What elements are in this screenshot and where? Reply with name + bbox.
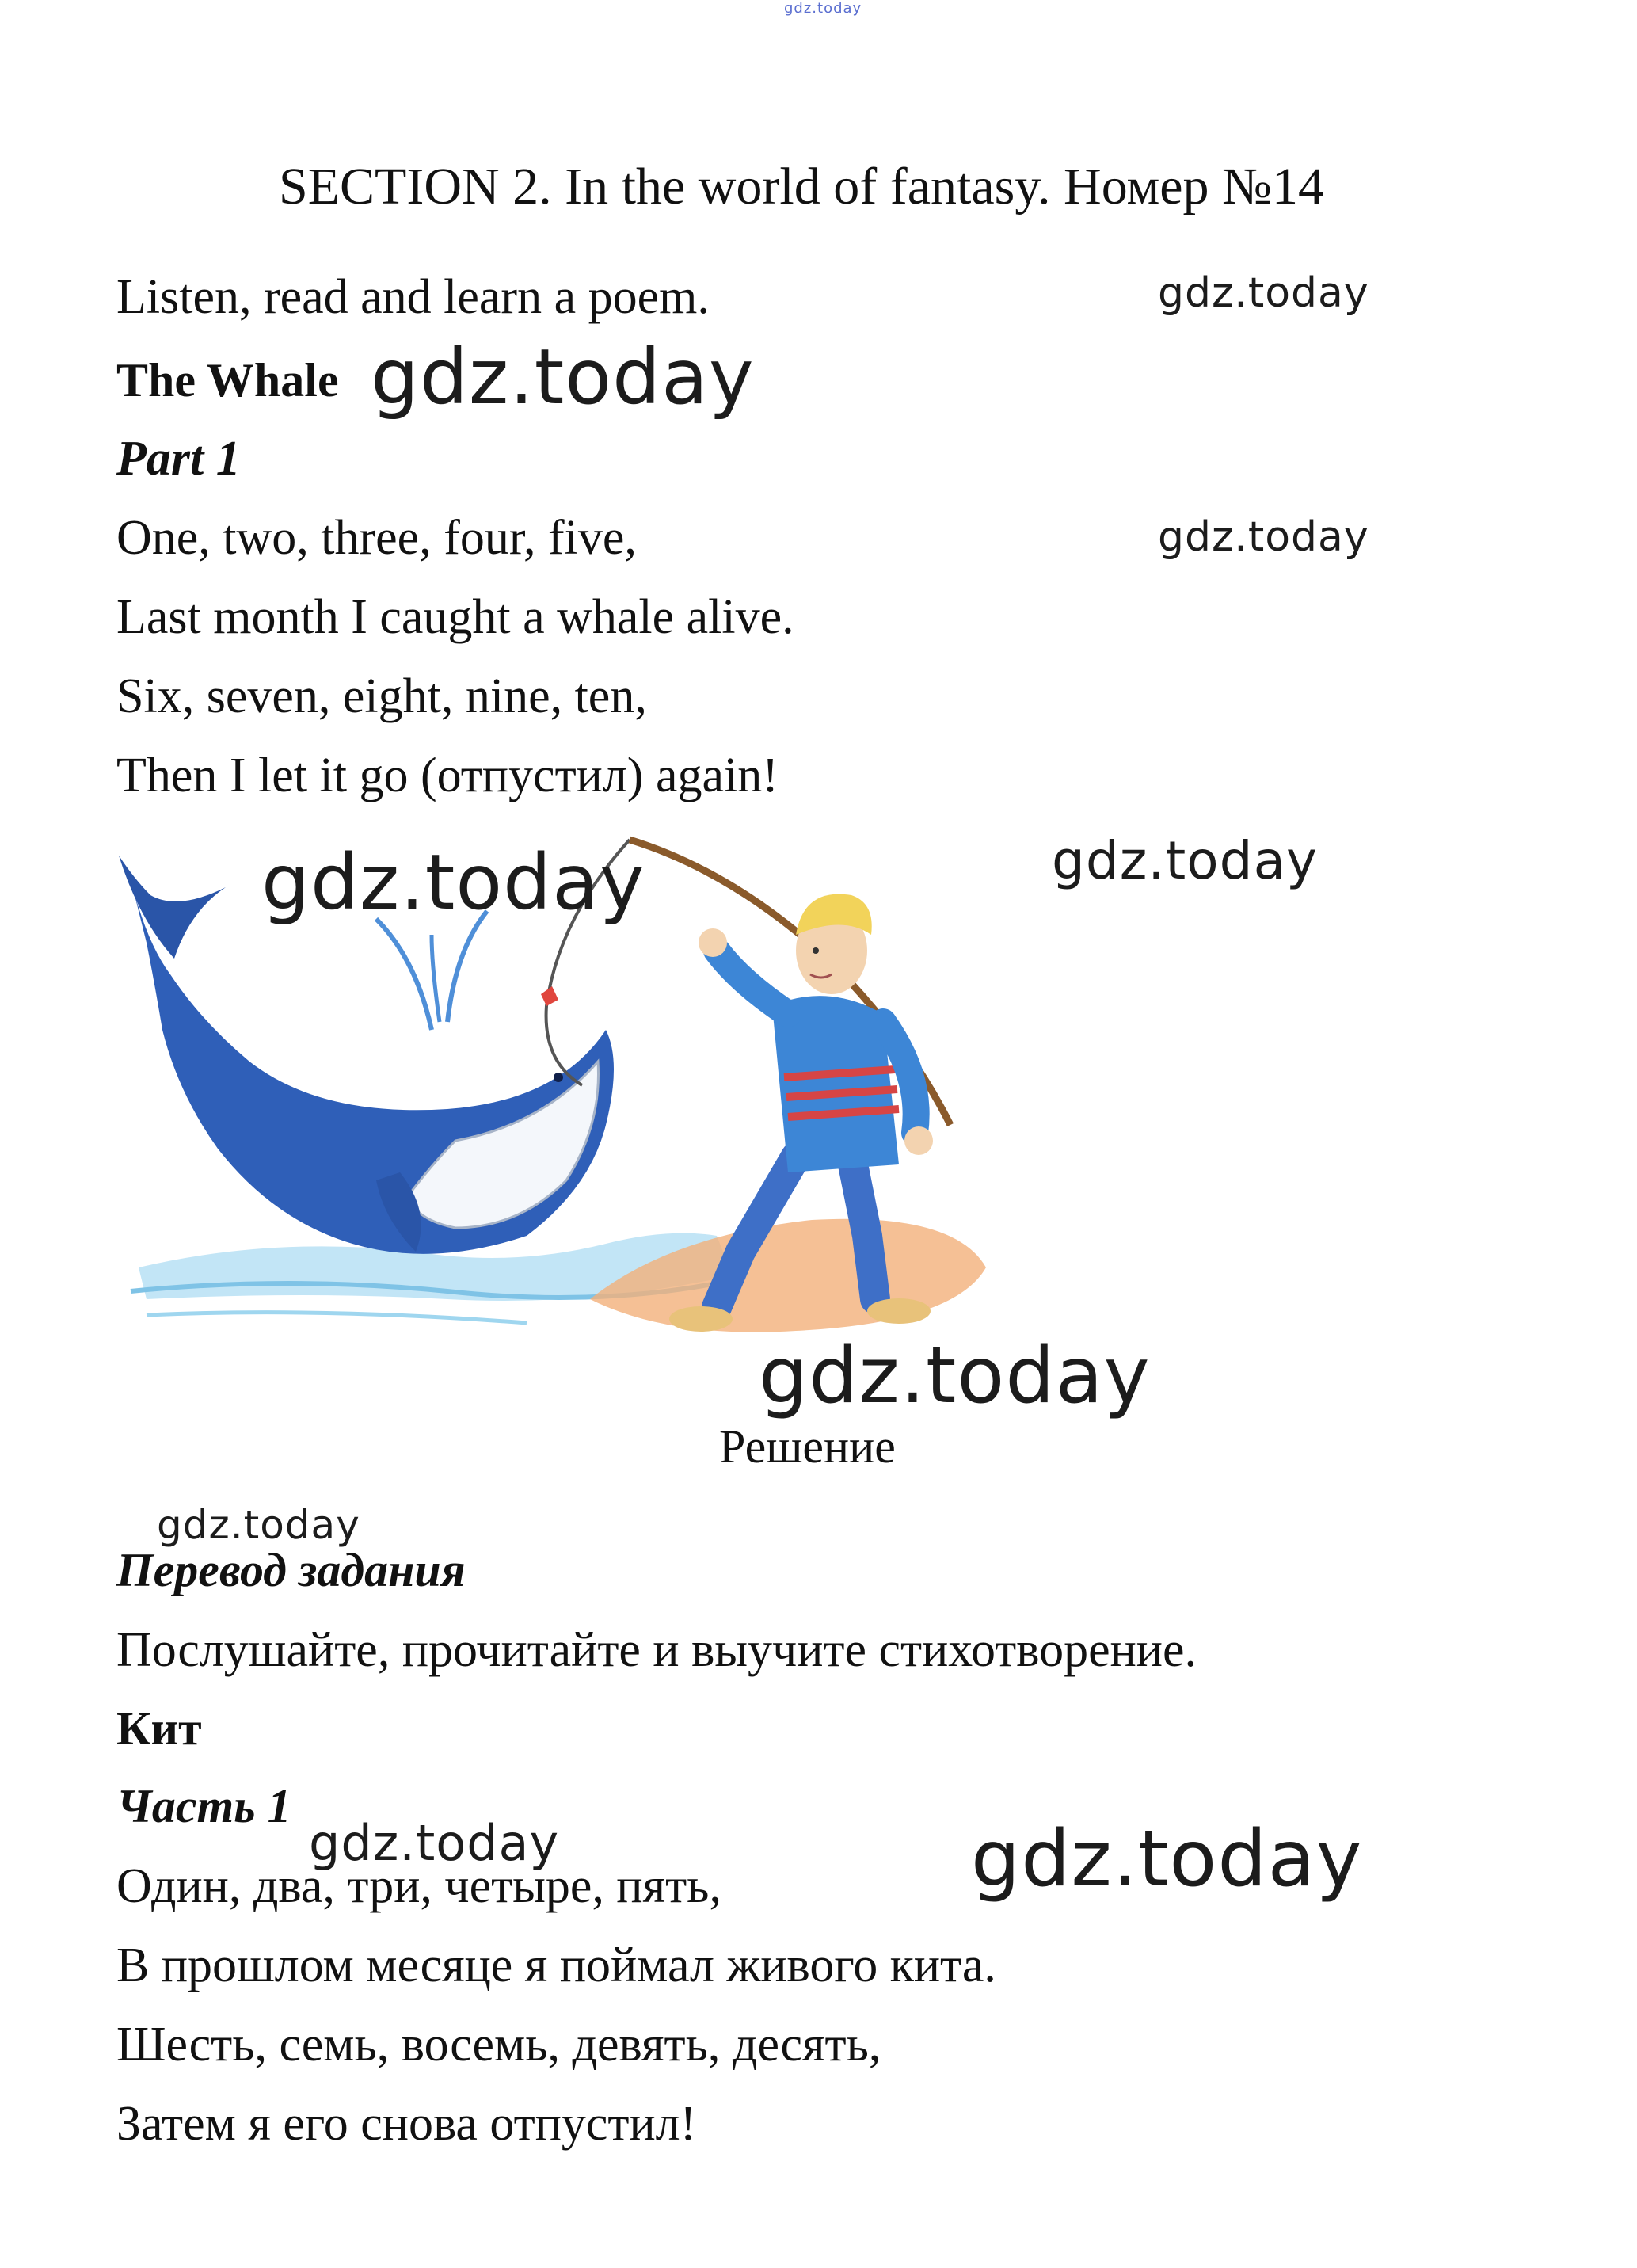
- watermark: gdz.today: [309, 1814, 560, 1872]
- page-title: SECTION 2. In the world of fantasy. Номер №14: [279, 158, 1324, 215]
- translation-poem-title: Кит: [116, 1702, 202, 1755]
- part-label: Part 1: [116, 432, 241, 486]
- solution-heading: Решение: [719, 1420, 896, 1473]
- translation-line: Шесть, семь, восемь, девять, десять,: [116, 2018, 881, 2072]
- poem-line: Last month I caught a whale alive.: [116, 590, 794, 644]
- translation-heading: Перевод задания: [116, 1544, 466, 1596]
- watermark: gdz.today: [261, 838, 645, 927]
- watermark: gdz.today: [971, 1814, 1363, 1904]
- watermark: gdz.today: [371, 333, 755, 421]
- translation-line: Один, два, три, четыре, пять,: [116, 1859, 721, 1913]
- watermark: gdz.today: [1158, 269, 1369, 317]
- poem-line: Then I let it go (отпустил) again!: [116, 749, 779, 802]
- poem-line: Six, seven, eight, nine, ten,: [116, 669, 647, 723]
- translation-part-label: Часть 1: [116, 1780, 291, 1832]
- poem-title: The Whale: [116, 354, 339, 406]
- task-instruction: Listen, read and learn a poem.: [116, 270, 710, 324]
- translation-line: Затем я его снова отпустил!: [116, 2097, 697, 2151]
- poem-line: One, two, three, four, five,: [116, 511, 637, 565]
- watermark: gdz.today: [1158, 513, 1369, 561]
- translation-line: В прошлом месяце я поймал живого кита.: [116, 1938, 996, 1992]
- watermark-top: gdz.today: [784, 0, 862, 17]
- watermark: gdz.today: [1052, 830, 1319, 891]
- watermark: gdz.today: [759, 1331, 1151, 1421]
- watermark: gdz.today: [157, 1502, 360, 1548]
- translation-instruction: Послушайте, прочитайте и выучите стихотворение.: [116, 1623, 1197, 1677]
